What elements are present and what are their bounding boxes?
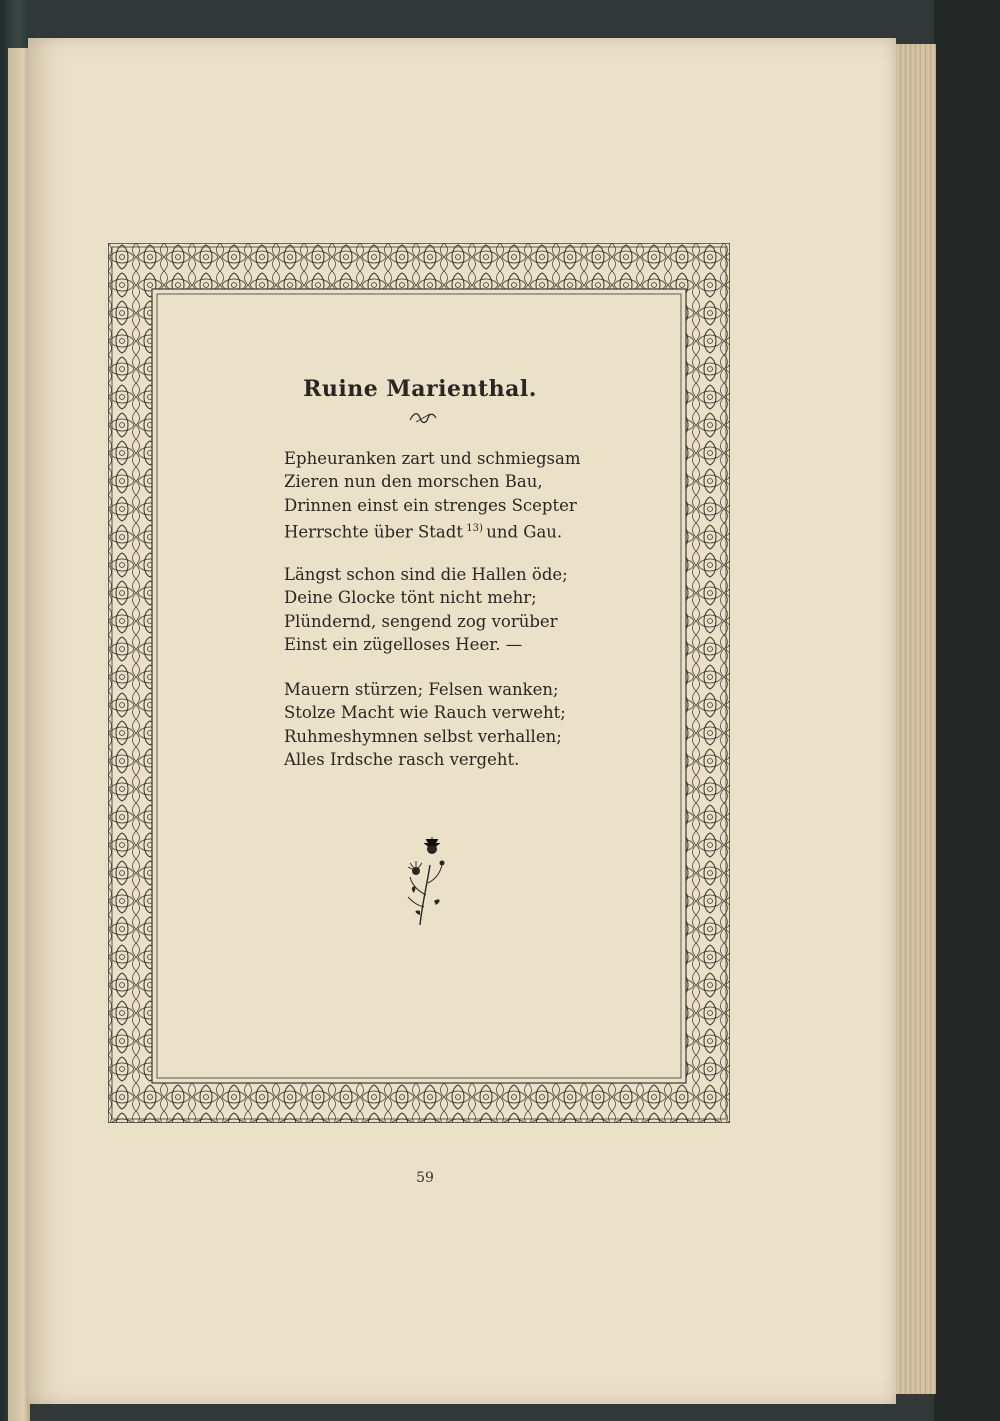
- flower-vignette-icon: [402, 835, 454, 927]
- poem-line: Einst ein zügelloses Heer. —: [284, 634, 523, 654]
- stanza-3: [284, 678, 566, 771]
- poem-line: Längst schon sind die Hallen öde;: [284, 565, 568, 584]
- stanza-2: [284, 563, 568, 656]
- left-page-edge: [8, 48, 30, 1421]
- poem-line: Plündernd, sengend zog vorüber: [284, 611, 558, 631]
- poem-line: Deine Glocke tönt nicht mehr;: [284, 588, 537, 608]
- poem-line: [284, 517, 581, 540]
- poem-line: Stolze Macht wie Rauch verweht;: [284, 703, 566, 723]
- stanza-1: [284, 447, 581, 540]
- poem-line: Mauern stürzen; Felsen wanken;: [284, 680, 559, 699]
- poem-line: Drinnen einst ein strenges Scepter: [284, 495, 577, 515]
- poem-line: Ruhmeshymnen selbst verhallen;: [284, 726, 562, 746]
- page-stack-edges: [892, 44, 936, 1394]
- footnote-marker: 13): [466, 522, 483, 534]
- poem-line: Epheuranken zart und schmiegsam: [284, 449, 581, 468]
- poem-line-part: Herrschte über Stadt: [284, 522, 463, 542]
- poem-line: Zieren nun den morschen Bau,: [284, 472, 543, 492]
- flourish-icon: [408, 410, 438, 426]
- poem-line: Alles Irdsche rasch vergeht.: [284, 749, 520, 769]
- poem-title: Ruine Marienthal.: [303, 376, 537, 402]
- poem-line-part: und Gau.: [486, 522, 563, 542]
- right-book-cover: [934, 0, 1000, 1421]
- page-number: 59: [416, 1170, 434, 1186]
